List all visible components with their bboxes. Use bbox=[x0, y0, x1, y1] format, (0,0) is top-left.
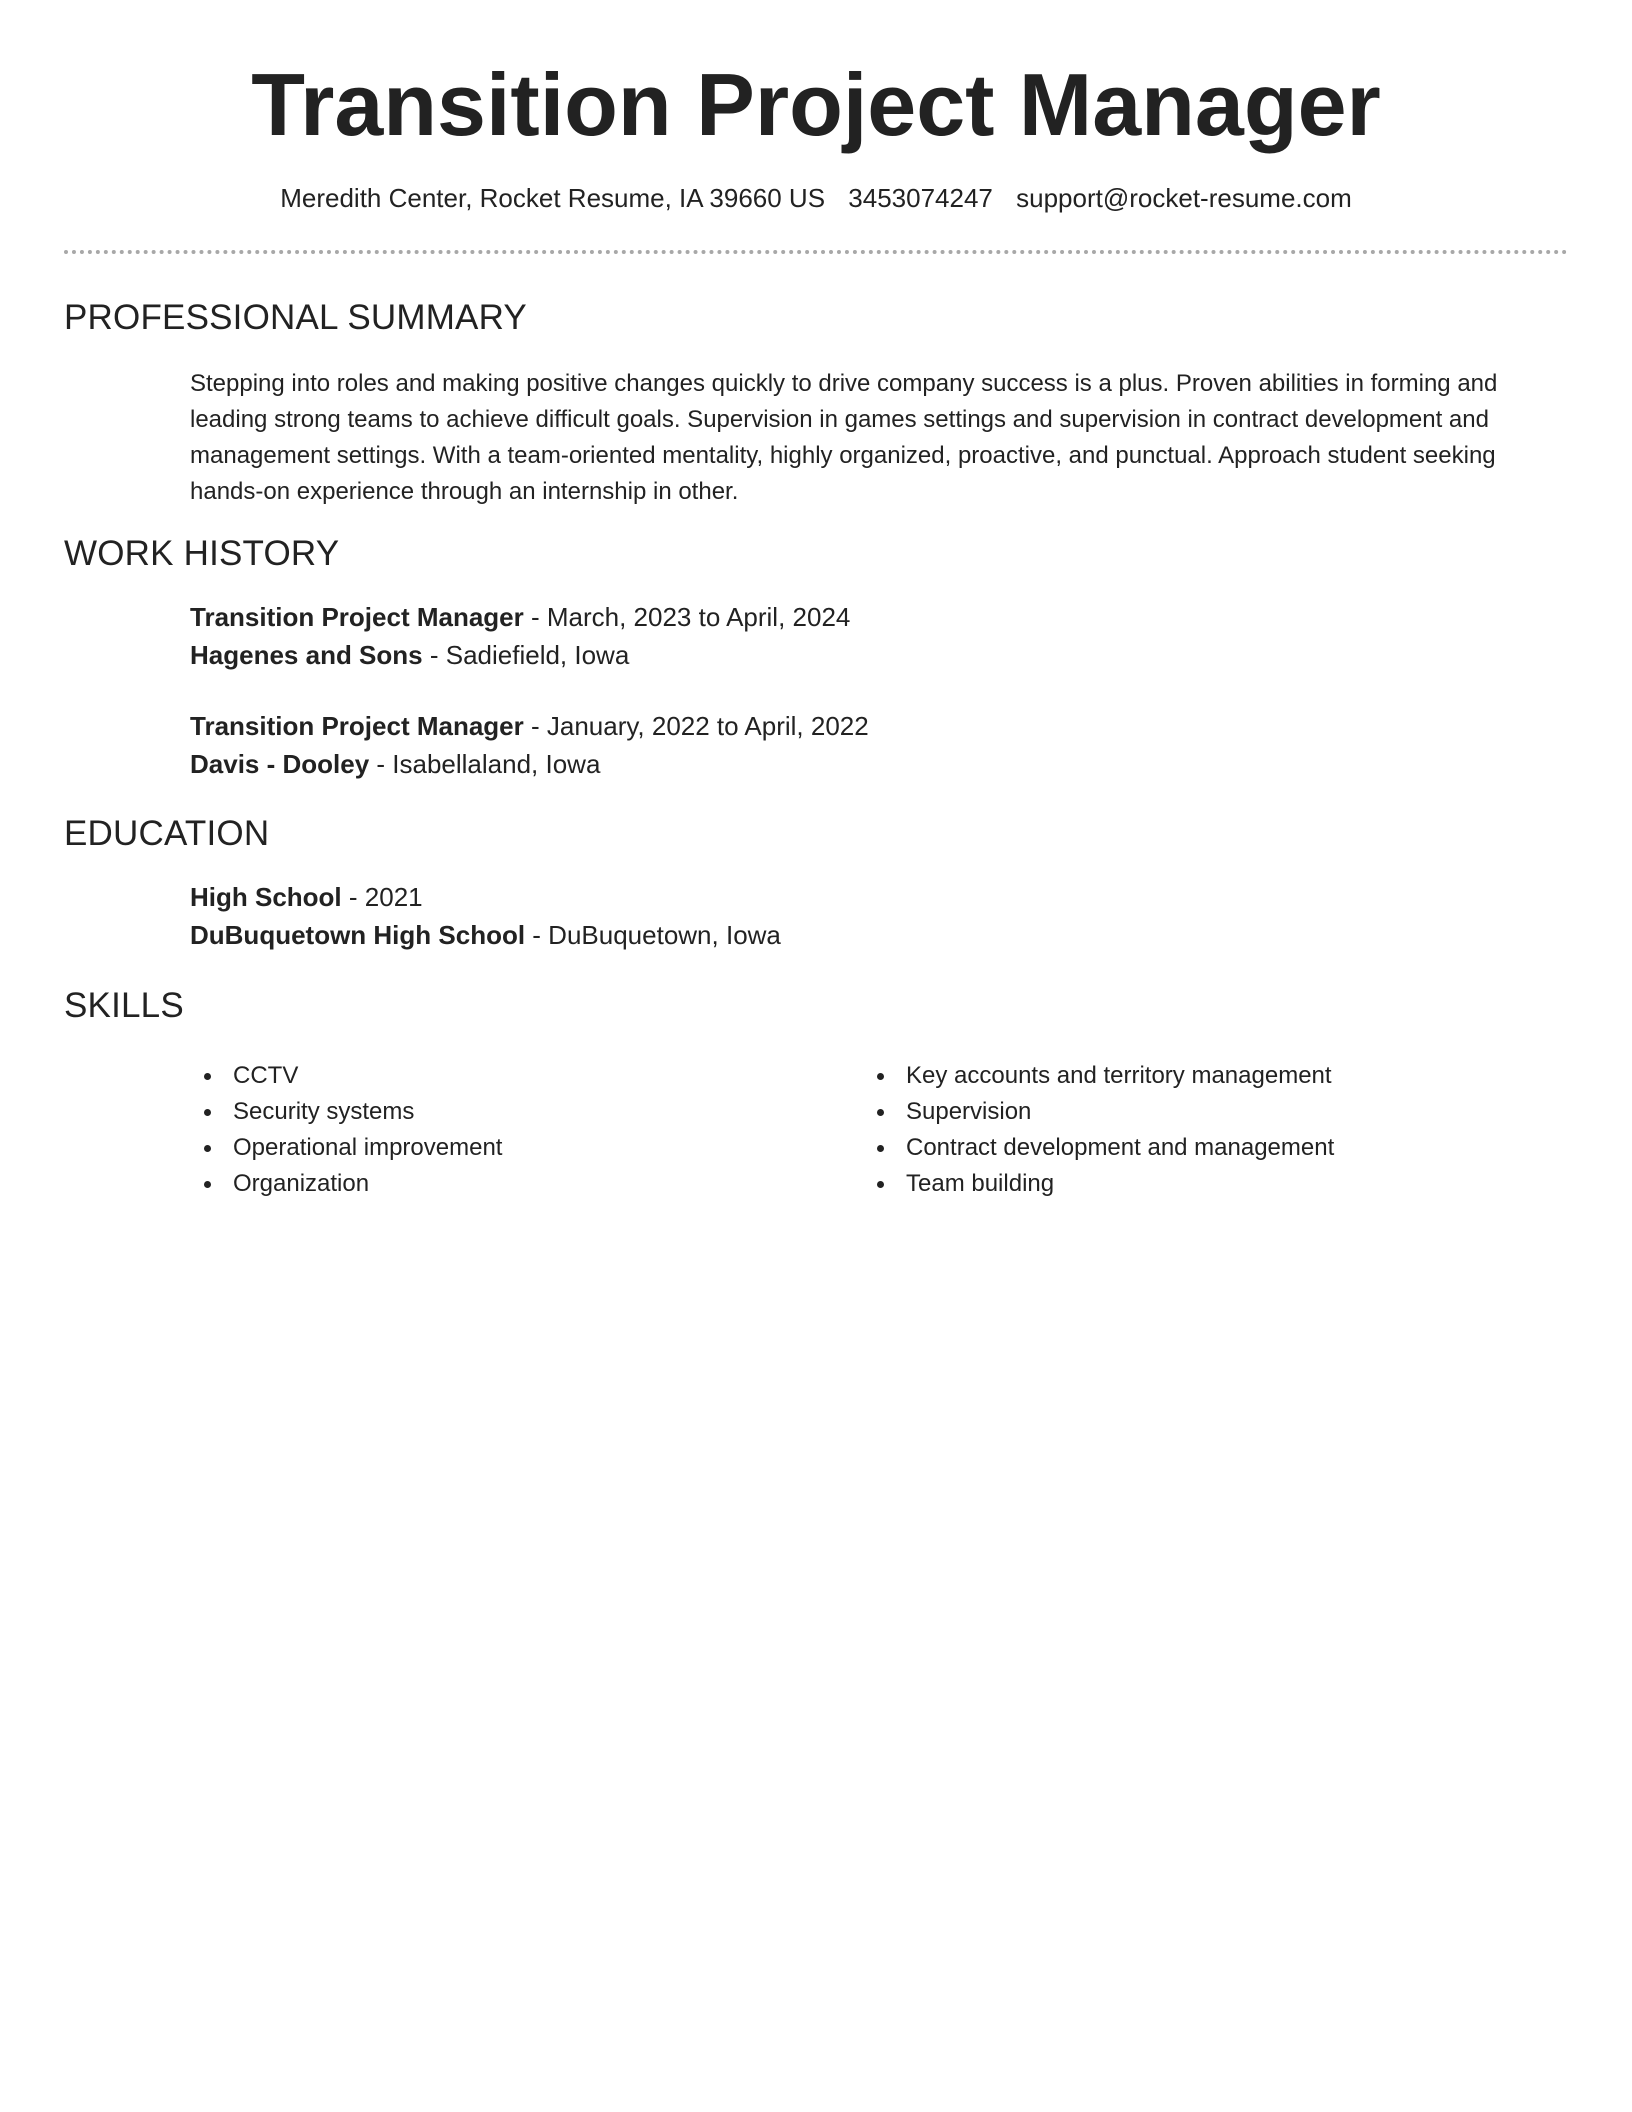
job-entry bbox=[190, 707, 869, 783]
job-role: Transition Project Manager bbox=[190, 711, 524, 741]
job-company-line bbox=[190, 745, 869, 783]
education-year: - 2021 bbox=[341, 882, 423, 912]
contact-address: Meredith Center, Rocket Resume, IA 39660 US bbox=[280, 183, 826, 213]
skill-item: CCTV bbox=[189, 1058, 829, 1094]
education-degree-line bbox=[190, 878, 781, 916]
skill-item: Contract development and management bbox=[862, 1130, 1562, 1166]
skill-item: Security systems bbox=[189, 1094, 829, 1130]
section-title-summary: PROFESSIONAL SUMMARY bbox=[64, 298, 527, 337]
job-dates: - March, 2023 to April, 2024 bbox=[523, 602, 851, 632]
job-company: Davis - Dooley bbox=[190, 749, 370, 779]
summary-text: Stepping into roles and making positive changes quickly to drive company success is a plus. Proven abilities in forming and leading strong teams to achieve difficult goals. Supervision in games settings and supervision in contract development and management settings. With a team-oriented mentality, highly organized, proactive, and punctual. Approach student seeking hands-on experience through an internship in other. bbox=[190, 370, 1498, 505]
education-degree: High School bbox=[190, 882, 342, 912]
job-company-line bbox=[190, 636, 850, 674]
job-title-line bbox=[190, 598, 850, 636]
contact-email: support@rocket-resume.com bbox=[1016, 183, 1352, 213]
section-title-work-history: WORK HISTORY bbox=[64, 534, 340, 573]
job-entry bbox=[190, 598, 850, 674]
job-company: Hagenes and Sons bbox=[190, 640, 423, 670]
header-divider bbox=[64, 250, 1568, 254]
skill-item: Operational improvement bbox=[189, 1130, 829, 1166]
education-location: - DuBuquetown, Iowa bbox=[525, 920, 781, 950]
skill-item: Supervision bbox=[862, 1094, 1562, 1130]
skill-item: Team building bbox=[862, 1166, 1562, 1202]
education-school: DuBuquetown High School bbox=[190, 920, 526, 950]
contact-line bbox=[0, 180, 1632, 216]
job-location: - Sadiefield, Iowa bbox=[422, 640, 630, 670]
section-title-education: EDUCATION bbox=[64, 814, 270, 853]
skill-item: Organization bbox=[189, 1166, 829, 1202]
education-entry bbox=[190, 878, 781, 954]
section-title-skills: SKILLS bbox=[64, 986, 184, 1025]
job-role: Transition Project Manager bbox=[190, 602, 524, 632]
job-location: - Isabellaland, Iowa bbox=[369, 749, 601, 779]
job-dates: - January, 2022 to April, 2022 bbox=[523, 711, 869, 741]
skills-list-right bbox=[862, 1058, 1562, 1202]
skill-item: Key accounts and territory management bbox=[862, 1058, 1562, 1094]
contact-phone: 3453074247 bbox=[848, 183, 993, 213]
skills-list-left bbox=[189, 1058, 829, 1202]
education-school-line bbox=[190, 916, 781, 954]
resume-name: Transition Project Manager bbox=[251, 55, 1381, 154]
job-title-line bbox=[190, 707, 869, 745]
